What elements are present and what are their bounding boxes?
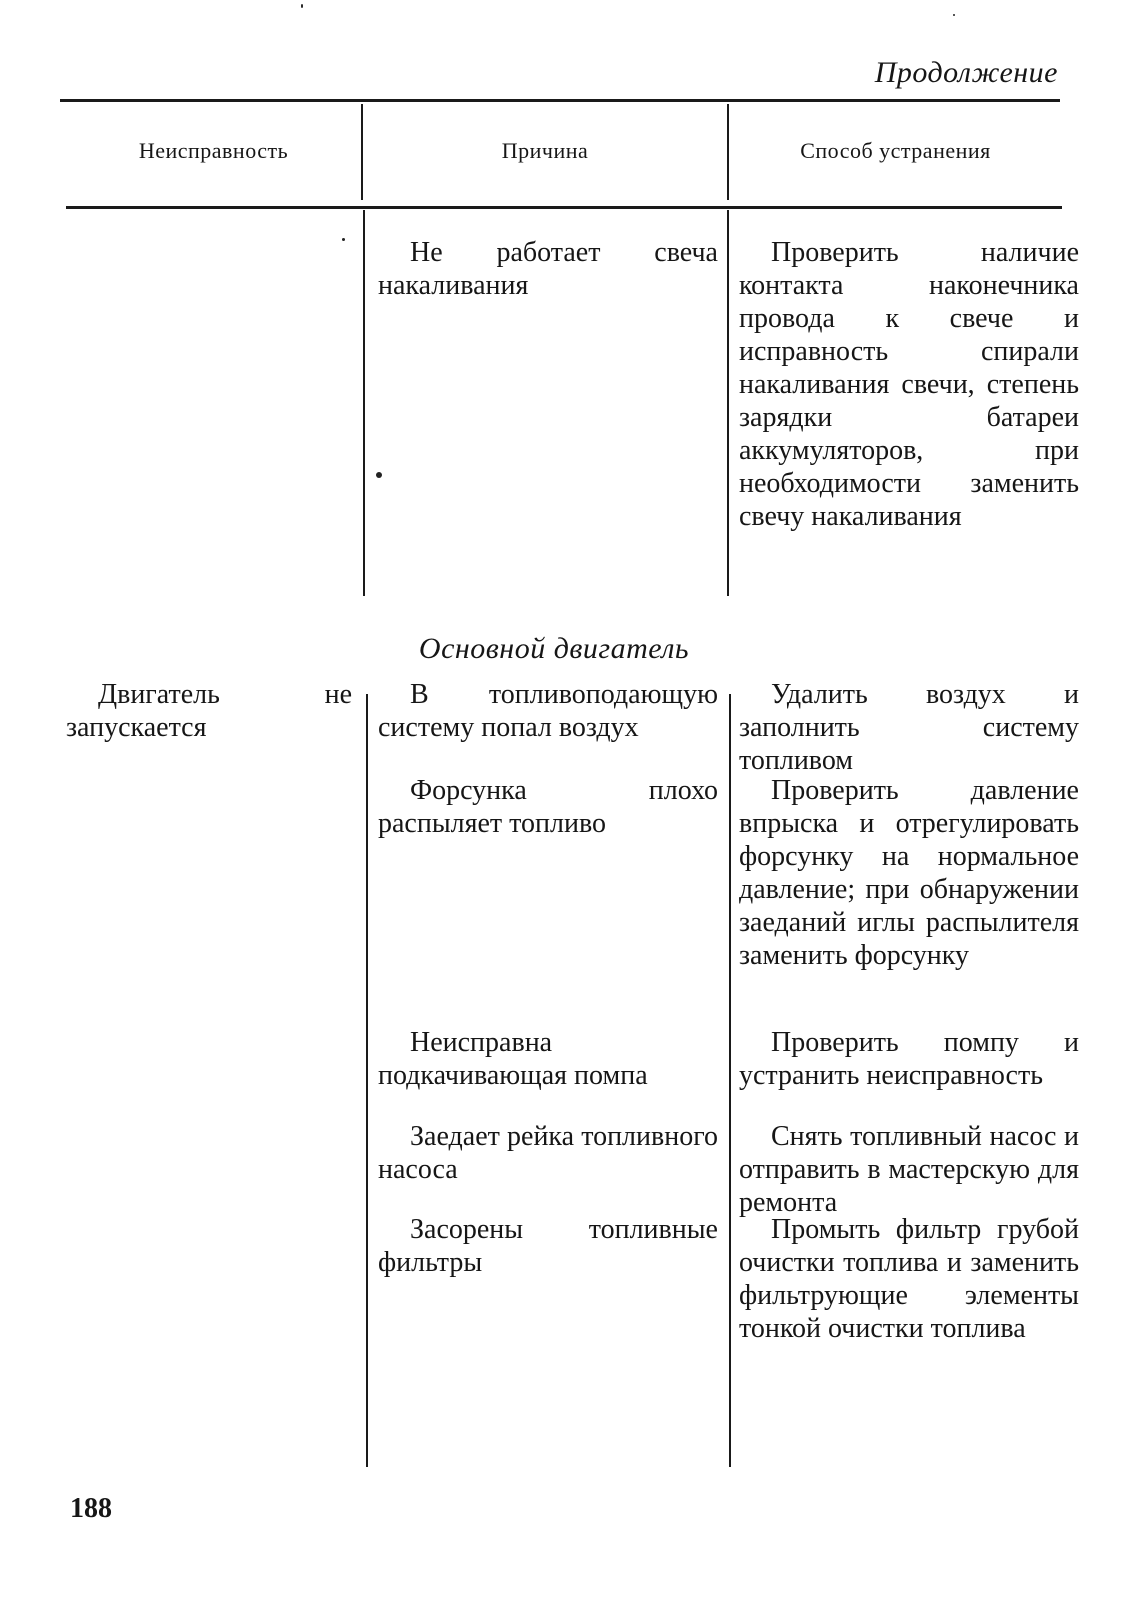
scan-speck	[342, 238, 345, 241]
header-fault: Неисправность	[138, 138, 289, 163]
scan-speck	[953, 14, 955, 16]
cause-cell: Засорены топливные фильтры	[378, 1214, 718, 1278]
cause-cell: Заедает рейка топливного насоса	[378, 1121, 718, 1185]
cause-cell: Не работает свеча накаливания	[378, 237, 718, 301]
fault-cell: Двигатель не запускается	[66, 679, 352, 743]
remedy-cell: Проверить наличие контакта наконечника провода к свече и исправность спирали накаливания свечи, степень зарядки батареи аккумуляторов, при необходимости заменить свечу накаливания	[739, 237, 1079, 532]
remedy-cell: Проверить помпу и устранить неисправность	[739, 1027, 1079, 1091]
column-divider-1-upper	[363, 210, 365, 596]
page-number: 188	[70, 1493, 112, 1524]
continued-label: Продолжение	[874, 56, 1058, 89]
cause-cell: В топливоподающую систему попал воздух	[378, 679, 718, 743]
remedy-cell: Промыть фильтр грубой очистки топлива и заменить фильтрующие элементы тонкой очистки топлива	[739, 1214, 1079, 1344]
column-divider-2-upper	[727, 210, 729, 596]
header-remedy: Способ устранения	[800, 138, 991, 163]
remedy-cell: Проверить давление впрыска и отрегулировать форсунку на нормальное давление; при обнаружении заеданий иглы распылителя заменить форсунку	[739, 775, 1079, 971]
table-header-rule	[66, 206, 1062, 209]
cause-cell: Форсунка плохо распыляет топливо	[378, 775, 718, 839]
cause-cell: Неисправна подкачивающая помпа	[378, 1027, 648, 1091]
column-divider-1-lower	[366, 694, 368, 1467]
scan-speck	[376, 472, 382, 478]
remedy-cell: Удалить воздух и заполнить систему топливом	[739, 679, 1079, 776]
remedy-cell: Снять топливный насос и отправить в мастерскую для ремонта	[739, 1121, 1079, 1218]
scan-speck	[301, 4, 303, 8]
section-title: Основной двигатель	[418, 632, 690, 665]
header-cause: Причина	[501, 138, 589, 163]
column-divider-2-lower	[729, 694, 731, 1467]
table-top-rule	[60, 99, 1060, 102]
